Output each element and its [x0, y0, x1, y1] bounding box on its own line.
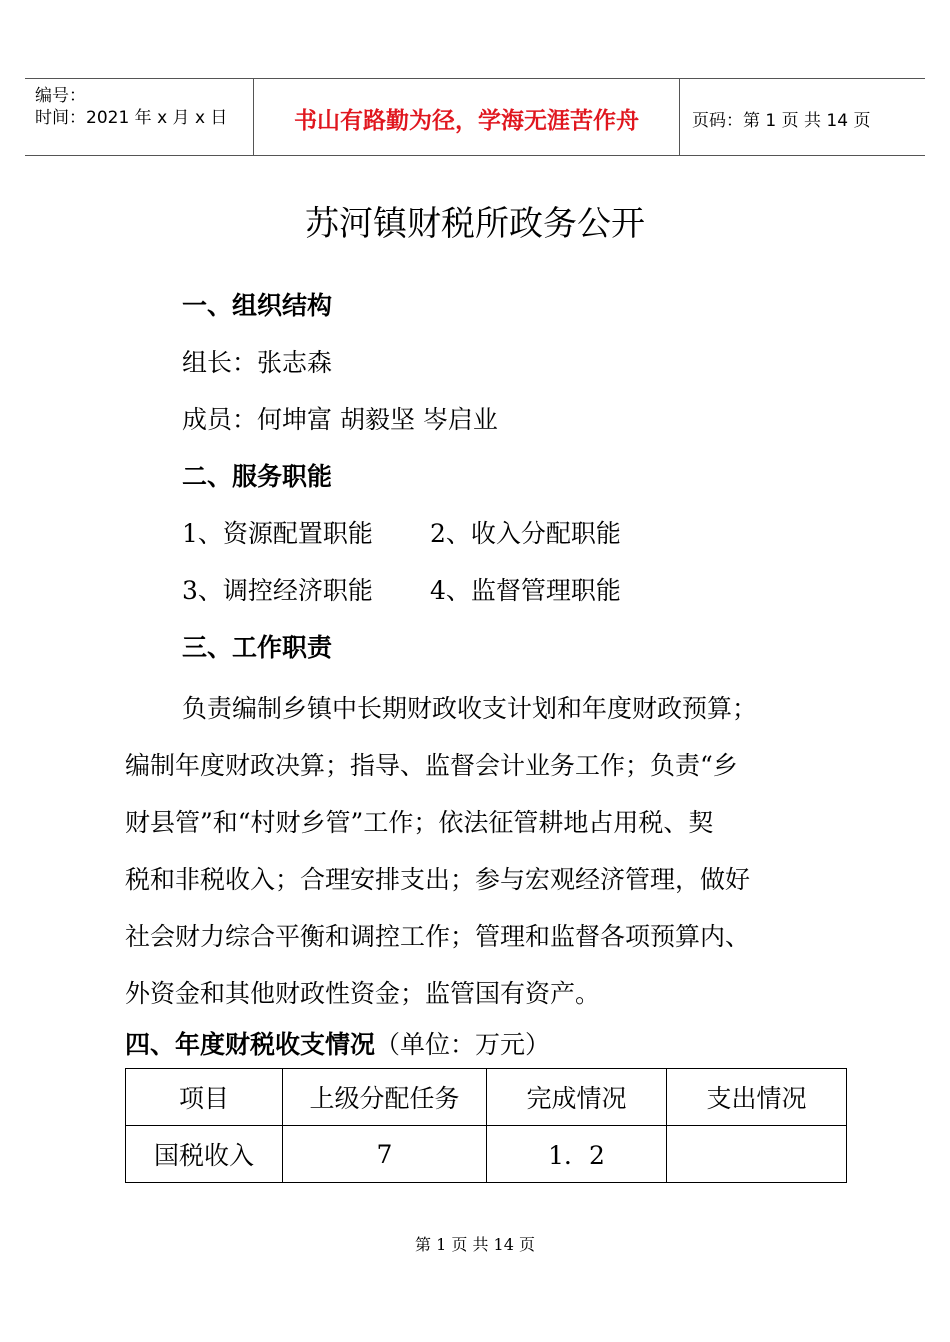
document-date-label: 时间：2021 年 x 月 x 日: [35, 108, 228, 128]
finance-table: [125, 1068, 847, 1183]
table-header-cell: 项目: [126, 1069, 283, 1126]
document-number-label: 编号：: [35, 86, 86, 106]
section-heading-duty: 三、工作职责: [182, 633, 333, 662]
duty-line: 编制年度财政决算；指导、监督会计业务工作；负责“乡: [125, 751, 738, 780]
duty-line: 财县管”和“村财乡管”工作；依法征管耕地占用税、契: [125, 808, 714, 837]
service-item: 1、资源配置职能: [182, 519, 373, 548]
table-cell: 7: [283, 1126, 487, 1183]
duty-line: 社会财力综合平衡和调控工作；管理和监督各项预算内、: [125, 922, 751, 951]
finance-unit-note: （单位：万元）: [375, 1030, 551, 1059]
duty-line: 负责编制乡镇中长期财政收支计划和年度财政预算；: [182, 694, 758, 723]
duty-line: 税和非税收入；合理安排支出；参与宏观经济管理，做好: [125, 865, 751, 894]
page-title: 苏河镇财税所政务公开: [305, 204, 645, 244]
section-heading-org: 一、组织结构: [182, 291, 333, 320]
section-heading-finance: 四、年度财税收支情况: [125, 1030, 376, 1059]
section-heading-finance-row: [125, 1025, 550, 1061]
table-cell: 1．2: [487, 1126, 667, 1183]
table-header-cell: 完成情况: [487, 1069, 667, 1126]
service-item: 3、调控经济职能: [182, 576, 373, 605]
table-header-cell: 支出情况: [667, 1069, 847, 1126]
org-members: 成员：何坤富 胡毅坚 岑启业: [182, 405, 498, 434]
table-row: [126, 1126, 847, 1183]
duty-paragraph: [125, 680, 830, 1022]
table-cell: 国税收入: [126, 1126, 283, 1183]
table-header-cell: 上级分配任务: [283, 1069, 487, 1126]
service-item: 4、监督管理职能: [430, 576, 621, 605]
section-heading-service: 二、服务职能: [182, 462, 333, 491]
header-meta-cell: [25, 79, 254, 155]
service-item: 2、收入分配职能: [430, 519, 621, 548]
header-motto-cell: [254, 79, 680, 155]
table-header-row: [126, 1069, 847, 1126]
table-cell: [667, 1126, 847, 1183]
header-page-cell: [680, 79, 925, 155]
header-motto: 书山有路勤为径，学海无涯苦作舟: [294, 108, 639, 134]
duty-line: 外资金和其他财政性资金；监管国有资产。: [125, 979, 601, 1008]
org-leader: 组长：张志森: [182, 348, 333, 377]
page-footer: 第 1 页 共 14 页: [415, 1235, 535, 1254]
header-page-info: 页码：第 1 页 共 14 页: [692, 111, 871, 131]
page-header: [25, 78, 925, 156]
